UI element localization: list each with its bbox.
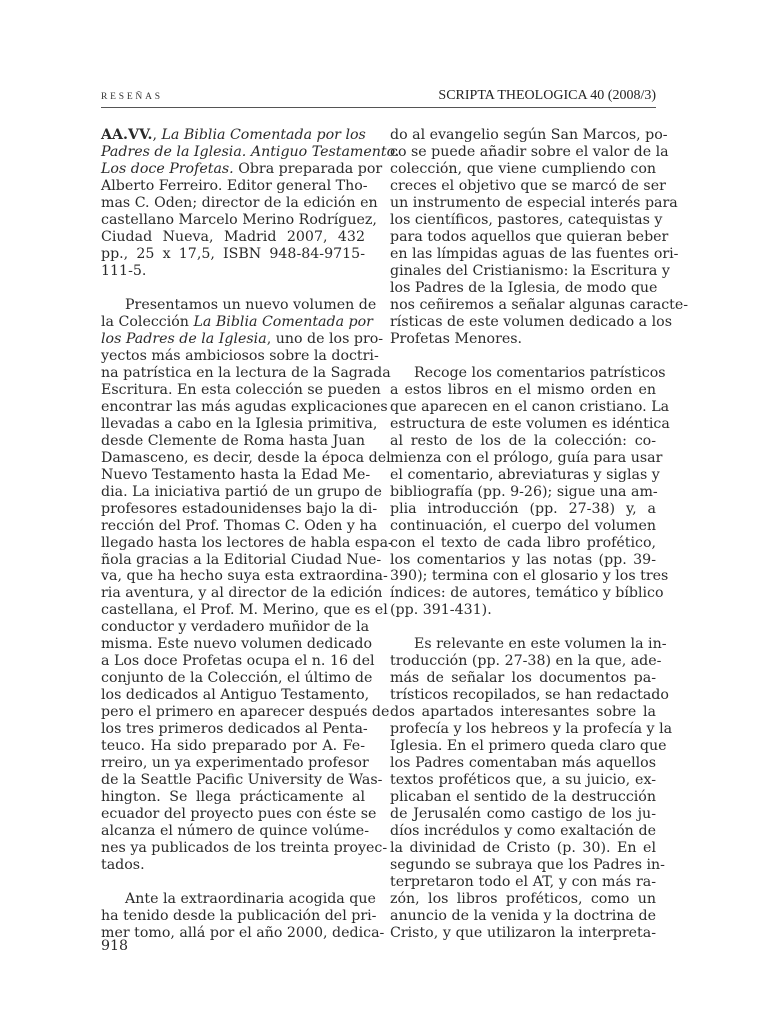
- text-line: Los doce Profetas. Obra preparada por: [101, 160, 383, 177]
- text-line: castellano Marcelo Merino Rodríguez,: [101, 211, 377, 228]
- text-line: la divinidad de Cristo (p. 30). En el: [390, 840, 656, 857]
- text-line: AA.VV., La Biblia Comentada por los: [101, 127, 366, 143]
- text-line: rección del Prof. Thomas C. Oden y ha: [101, 517, 378, 534]
- text-line: los dedicados al Antiguo Testamento,: [101, 687, 370, 704]
- text-line: índices: de autores, temático y bíblico: [390, 585, 664, 602]
- text-line: hington. Se llega prácticamente al: [101, 789, 365, 806]
- text-line: segundo se subraya que los Padres in-: [390, 857, 665, 874]
- text-line: ñola gracias a la Editorial Ciudad Nue-: [101, 551, 382, 568]
- text-line: alcanza el número de quince volúme-: [101, 823, 369, 840]
- text-line: dia. La iniciativa partió de un grupo de: [101, 483, 382, 500]
- text-line: rísticas de este volumen dedicado a los: [390, 313, 672, 330]
- text-line: terpretaron todo el AT, y con más ra-: [390, 874, 656, 891]
- text-line: un instrumento de especial interés para: [390, 194, 678, 211]
- text-line: los comentarios y las notas (pp. 39-: [390, 551, 656, 568]
- text-line: encontrar las más agudas explicaciones: [101, 398, 388, 415]
- text-line: de la Seattle Pacific University de Was-: [101, 772, 383, 789]
- text-line: Iglesia. En el primero queda claro que: [390, 738, 667, 755]
- text-line: ria aventura, y al director de la edición: [101, 585, 383, 602]
- text-line: Padres de la Iglesia. Antiguo Testamento.: [101, 143, 400, 160]
- text-line: pp., 25 x 17,5, ISBN 948-84-9715-: [101, 245, 365, 262]
- text-line: profesores estadounidenses bajo la di-: [101, 500, 378, 517]
- text-line: nos ceñiremos a señalar algunas caracte-: [390, 296, 689, 313]
- text-line: Presentamos un nuevo volumen de: [125, 296, 377, 313]
- running-header-section: RESEÑAS: [101, 92, 163, 102]
- text-line: díos incrédulos y como exaltación de: [390, 823, 656, 840]
- text-line: con el texto de cada libro profético,: [390, 534, 656, 551]
- text-line: llevadas a cabo en la Iglesia primitiva,: [101, 415, 378, 432]
- text-line: la Colección La Biblia Comentada por: [101, 313, 373, 330]
- page-number: 918: [101, 938, 129, 954]
- text-line: Recoge los comentarios patrísticos: [414, 364, 666, 381]
- text-line: textos proféticos que, a su juicio, ex-: [390, 772, 656, 789]
- text-line: de Jerusalén como castigo de los ju-: [390, 806, 656, 823]
- text-line: Alberto Ferreiro. Editor general Tho-: [101, 177, 368, 194]
- running-header-journal: SCRIPTA THEOLOGICA 40 (2008/3): [438, 88, 656, 103]
- text-line: zón, los libros proféticos, como un: [390, 891, 656, 908]
- text-line: 390); termina con el glosario y los tres: [390, 568, 669, 585]
- text-line: Escritura. En esta colección se pueden: [101, 381, 381, 398]
- text-line: mer tomo, allá por el año 2000, dedica-: [101, 925, 385, 942]
- text-line: Ante la extraordinaria acogida que: [125, 891, 376, 908]
- text-line: anuncio de la venida y la doctrina de: [390, 908, 656, 925]
- text-line: los científicos, pastores, catequistas y: [390, 211, 663, 228]
- text-line: el comentario, abreviaturas y siglas y: [390, 466, 660, 483]
- text-line: estructura de este volumen es idéntica: [390, 415, 670, 432]
- text-line: Cristo, y que utilizaron la interpreta-: [390, 925, 656, 942]
- text-line: Profetas Menores.: [390, 330, 523, 347]
- text-line: nes ya publicados de los treinta proyec-: [101, 840, 388, 857]
- text-line: Damasceno, es decir, desde la época del: [101, 449, 391, 466]
- text-line: co se puede añadir sobre el valor de la: [390, 143, 669, 160]
- text-line: conjunto de la Colección, el último de: [101, 670, 373, 687]
- text-line: bibliografía (pp. 9-26); sigue una am-: [390, 483, 658, 500]
- text-line: ecuador del proyecto pues con éste se: [101, 806, 377, 823]
- text-line: mienza con el prólogo, guía para usar: [390, 449, 663, 466]
- text-line: misma. Este nuevo volumen dedicado: [101, 636, 373, 653]
- text-line: va, que ha hecho suya esta extraordina-: [101, 568, 388, 585]
- text-line: plicaban el sentido de la destrucción: [390, 789, 656, 806]
- text-line: llegado hasta los lectores de habla espa-: [101, 534, 393, 551]
- text-line: colección, que viene cumpliendo con: [390, 160, 656, 177]
- text-line: los Padres de la Iglesia, de modo que: [390, 279, 658, 296]
- text-line: trísticos recopilados, se han redactado: [390, 687, 669, 704]
- text-line: creces el objetivo que se marcó de ser: [390, 177, 666, 194]
- text-line: plia introducción (pp. 27-38) y, a: [390, 500, 656, 517]
- text-line: desde Clemente de Roma hasta Juan: [101, 432, 365, 449]
- text-line: Ciudad Nueva, Madrid 2007, 432: [101, 228, 365, 245]
- text-line: que aparecen en el canon cristiano. La: [390, 398, 670, 415]
- text-line: los Padres comentaban más aquellos: [390, 755, 656, 772]
- text-line: Nuevo Testamento hasta la Edad Me-: [101, 466, 371, 483]
- text-line: para todos aquellos que quieran beber: [390, 228, 669, 245]
- text-line: profecía y los hebreos y la profecía y la: [390, 721, 673, 738]
- text-line: castellana, el Prof. M. Merino, que es el: [101, 602, 388, 619]
- text-line: teuco. Ha sido preparado por A. Fe-: [101, 738, 365, 755]
- text-line: mas C. Oden; director de la edición en: [101, 194, 378, 211]
- text-line: rreiro, un ya experimentado profesor: [101, 755, 369, 772]
- text-line: los tres primeros dedicados al Penta-: [101, 721, 368, 738]
- text-line: (pp. 391-431).: [390, 602, 492, 619]
- text-line: al resto de los de la colección: co-: [390, 432, 656, 449]
- text-line: tados.: [101, 857, 145, 874]
- text-line: a estos libros en el mismo orden en: [390, 381, 656, 398]
- text-line: na patrística en la lectura de la Sagrada: [101, 364, 391, 381]
- header-rule: [101, 107, 656, 108]
- text-line: dos apartados interesantes sobre la: [390, 704, 656, 721]
- text-line: yectos más ambiciosos sobre la doctri-: [101, 347, 379, 364]
- text-line: los Padres de la Iglesia, uno de los pro-: [101, 330, 384, 347]
- text-line: conductor y verdadero muñidor de la: [101, 619, 370, 636]
- text-line: Es relevante en este volumen la in-: [414, 636, 667, 653]
- text-line: ginales del Cristianismo: la Escritura y: [390, 262, 670, 279]
- text-line: a Los doce Profetas ocupa el n. 16 del: [101, 653, 375, 670]
- text-line: en las límpidas aguas de las fuentes ori-: [390, 245, 679, 262]
- text-line: do al evangelio según San Marcos, po-: [390, 127, 668, 143]
- text-line: pero el primero en aparecer después de: [101, 704, 390, 721]
- text-line: más de señalar los documentos pa-: [390, 670, 656, 687]
- text-line: 111-5.: [101, 262, 147, 279]
- text-line: troducción (pp. 27-38) en la que, ade-: [390, 653, 662, 670]
- text-line: ha tenido desde la publicación del pri-: [101, 908, 377, 925]
- text-line: continuación, el cuerpo del volumen: [390, 517, 656, 534]
